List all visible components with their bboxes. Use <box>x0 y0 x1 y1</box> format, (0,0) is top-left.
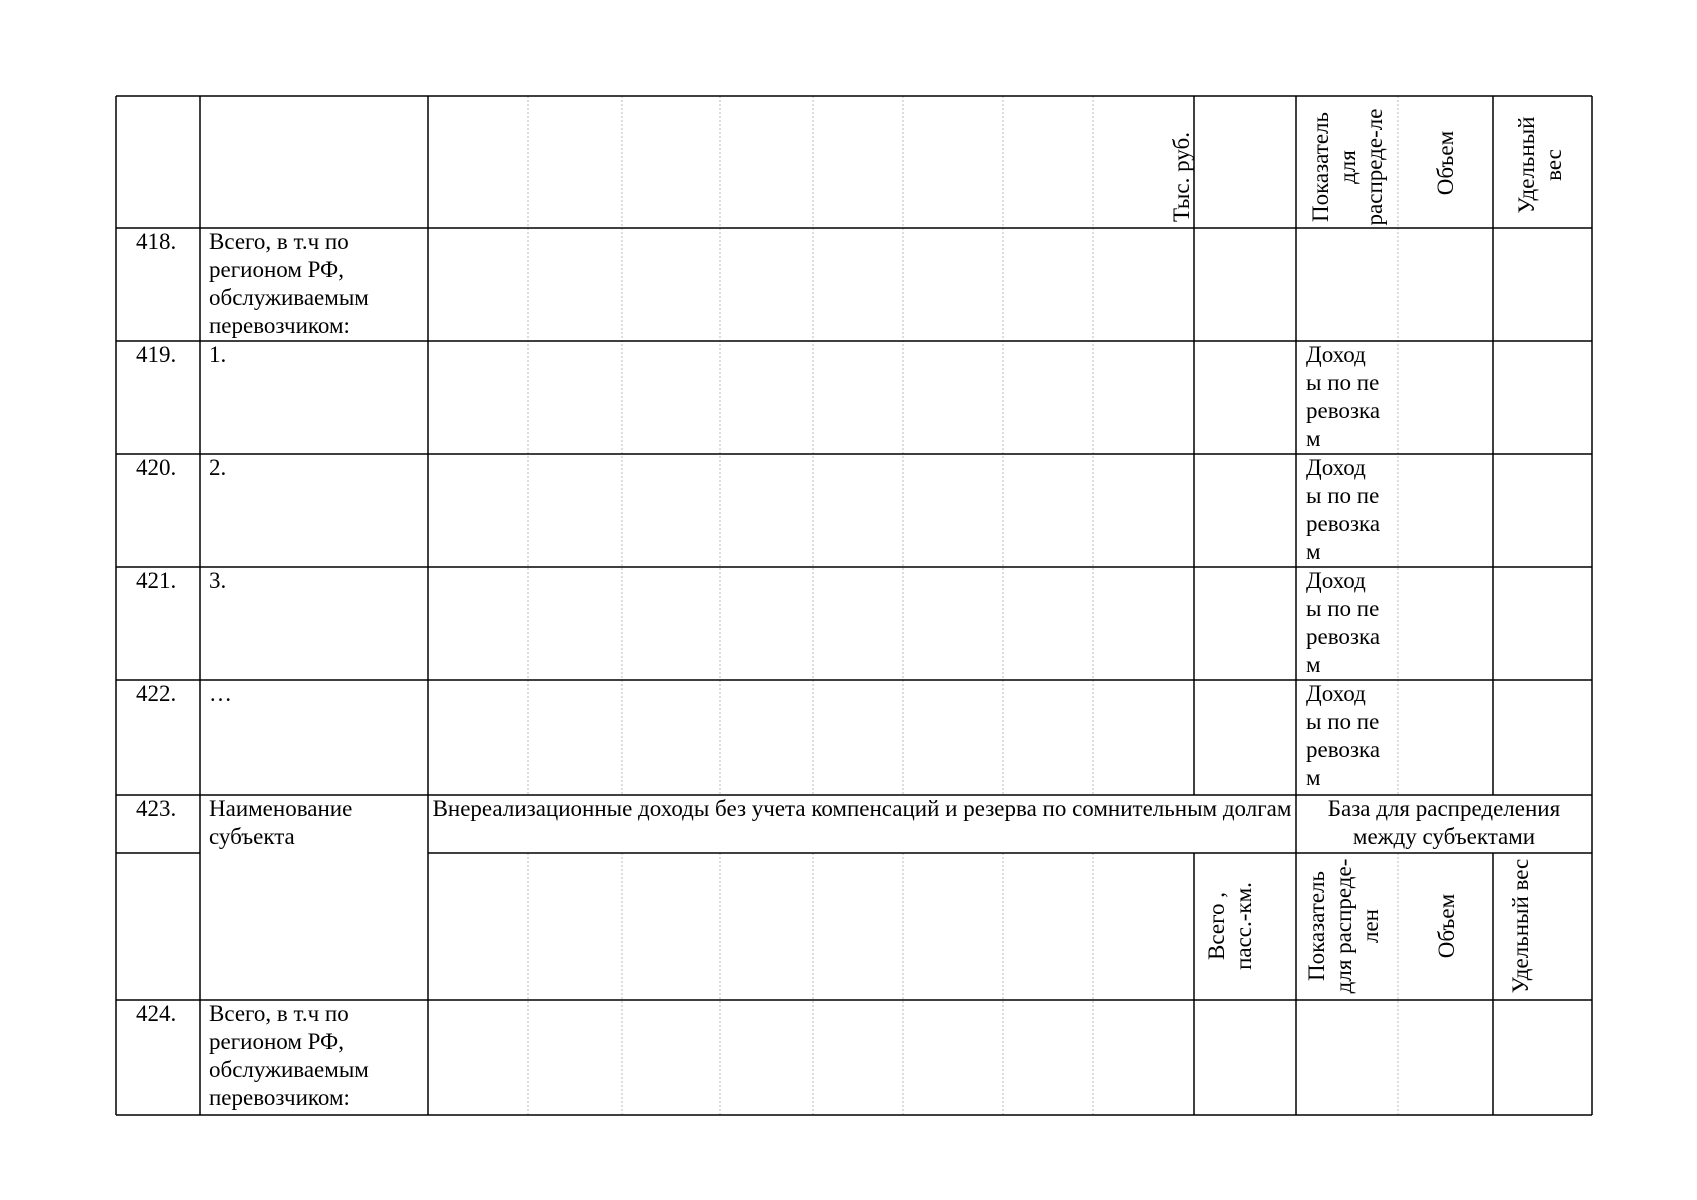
row-name: Всего, в т.ч по регионом РФ, обслуживаемым перевозчиком: <box>209 1001 369 1110</box>
header-weight-label: Удельный вес <box>1514 116 1566 214</box>
row-indicator: Доходы по перевозкам <box>1306 568 1381 677</box>
row-number: 421. <box>136 568 177 593</box>
row-name: 1. <box>209 342 227 367</box>
row-name: 2. <box>209 455 227 480</box>
header-volume-label: Объем <box>1433 130 1458 196</box>
row-indicator: Доходы по перевозкам <box>1306 681 1381 790</box>
header-unit-label: Тыс. руб. <box>1169 132 1194 222</box>
row-number: 424. <box>136 1001 177 1026</box>
row-indicator: Доходы по перевозкам <box>1306 455 1381 564</box>
section-name: Наименование субъекта <box>209 796 353 849</box>
section-number: 423. <box>136 796 177 821</box>
row-name: … <box>209 681 232 706</box>
header-volume-label: Объем <box>1434 893 1459 959</box>
header-indicator-label: Показатель для распреде-ле <box>1308 108 1387 226</box>
header-indicator-label: Показатель для распреде-лен <box>1304 858 1383 994</box>
row-name: Всего, в т.ч по регионом РФ, обслуживаемым перевозчиком: <box>209 229 369 338</box>
header-total-label: Всего , пасс.-км. <box>1204 882 1256 970</box>
header-weight-label: Удельный вес <box>1508 858 1533 994</box>
row-number: 419. <box>136 342 177 367</box>
section-base: База для распределения между субъектами <box>1327 796 1561 849</box>
row-number: 418. <box>136 229 177 254</box>
row-number: 422. <box>136 681 177 706</box>
thin-column-lines <box>528 96 1398 1115</box>
section-title: Внереализационные доходы без учета компенсаций и резерва по сомнительным долгам <box>432 796 1292 821</box>
row-indicator: Доходы по перевозкам <box>1306 342 1381 451</box>
row-name: 3. <box>209 568 227 593</box>
row-number: 420. <box>136 455 177 480</box>
